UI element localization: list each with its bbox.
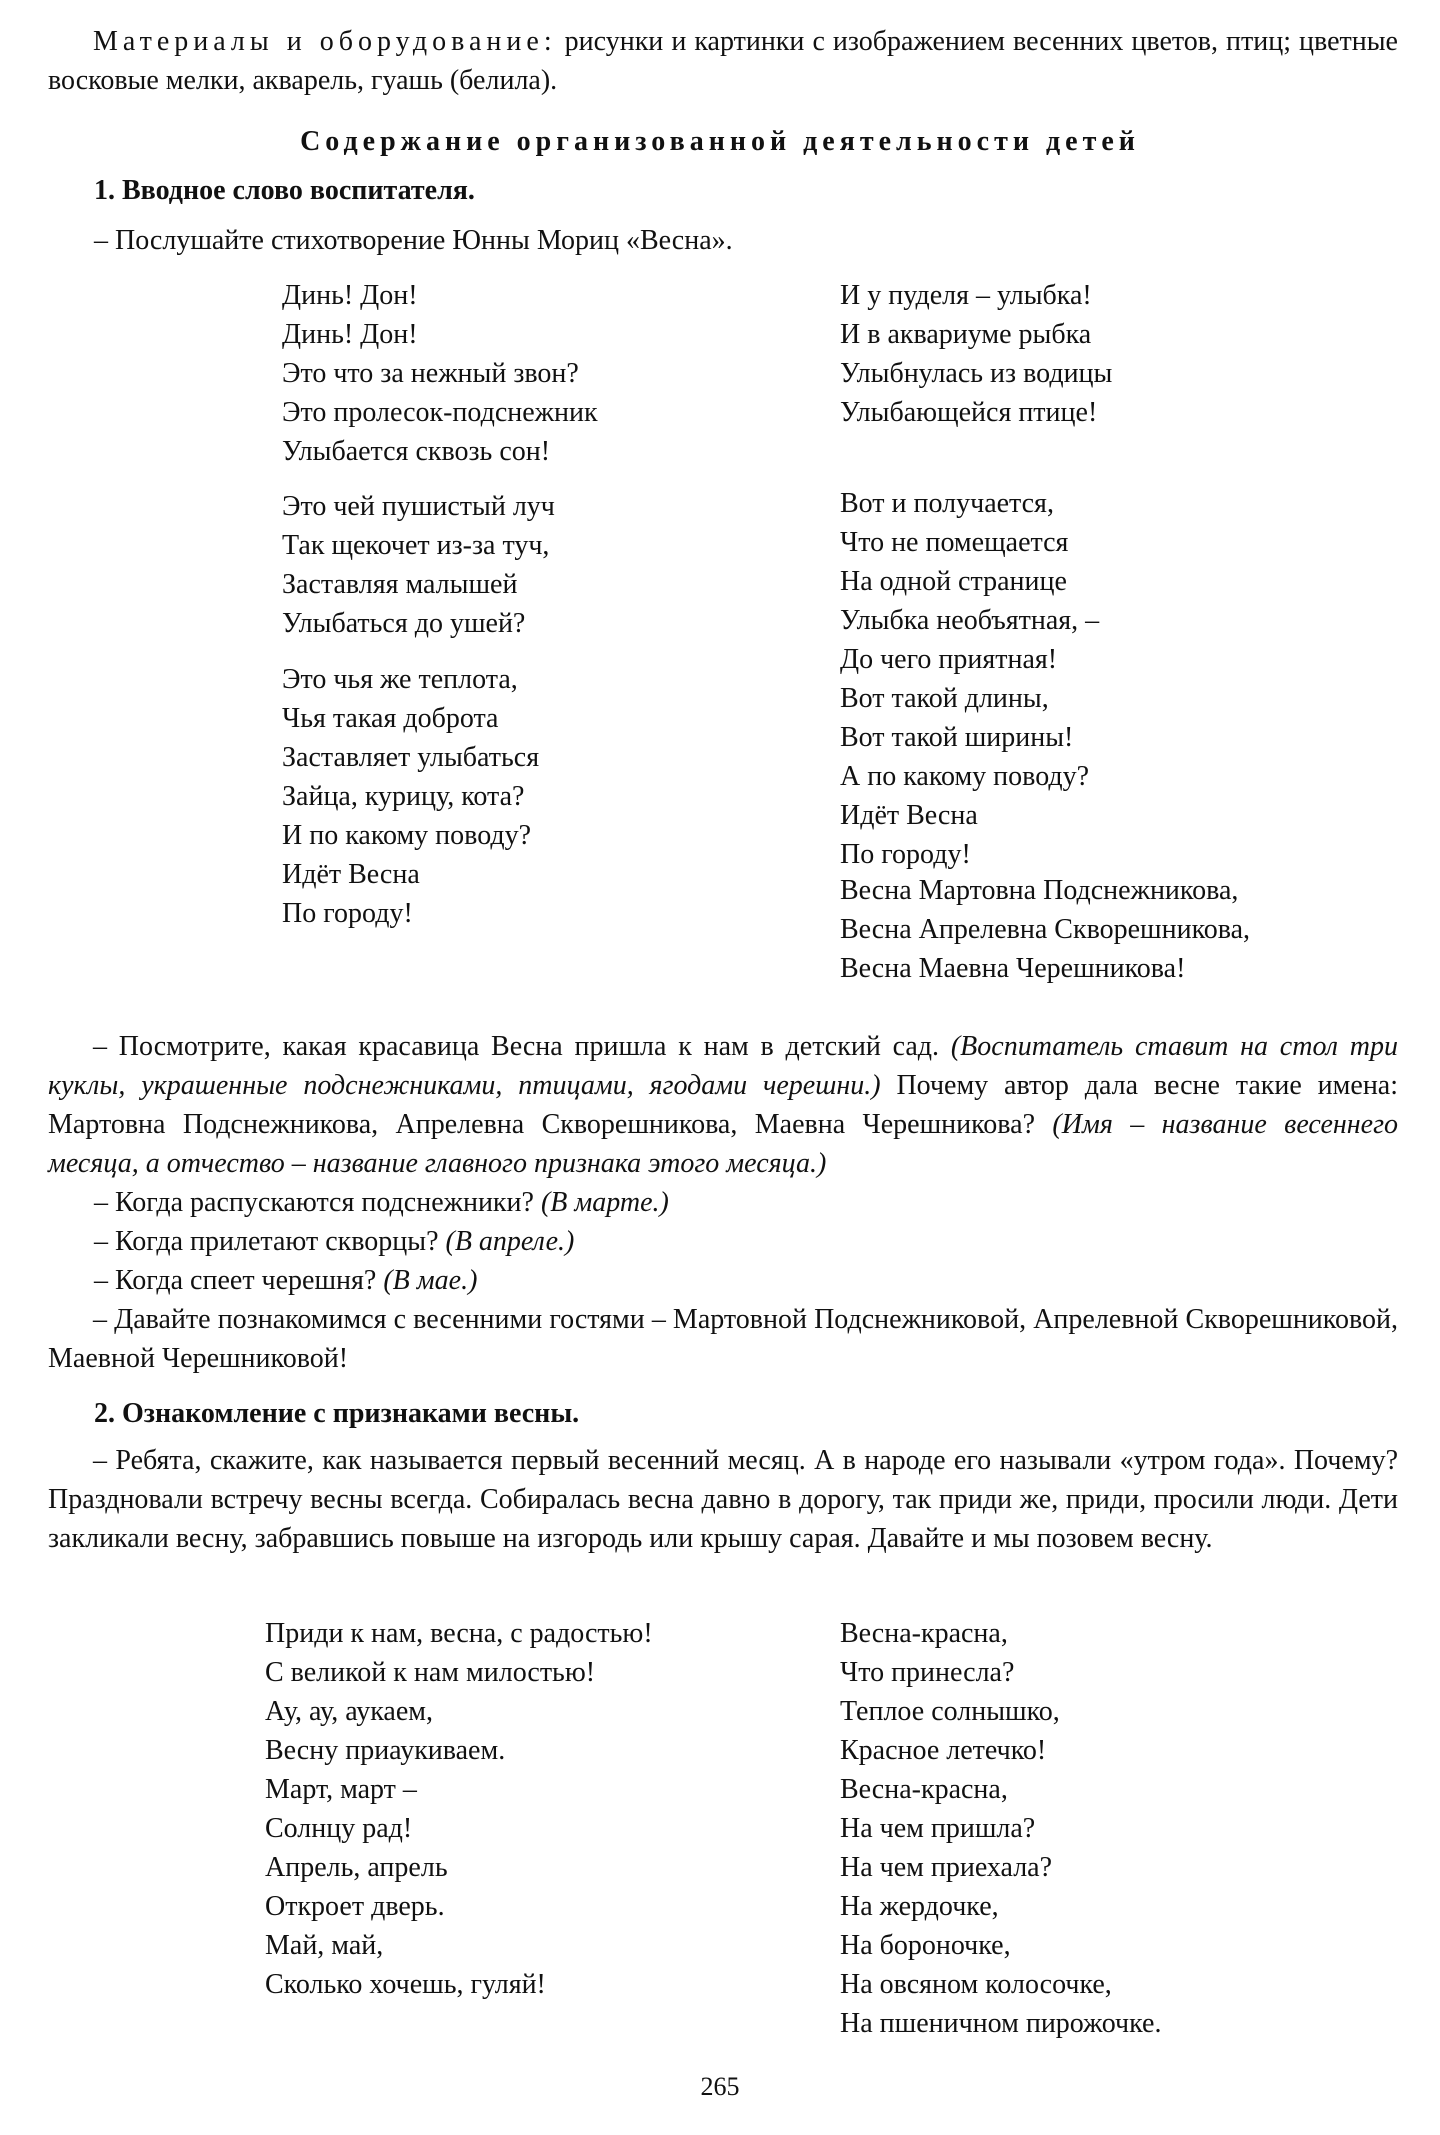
stage-direction: (Воспитатель ставит на стол три куклы, украшенные подснежниками, птицами, ягодами черешни.)	[48, 1031, 1398, 1101]
verse-line: Улыбающейся птице!	[840, 397, 1098, 428]
verse-line: И у пуделя – улыбка!	[840, 280, 1092, 311]
verse-line: Ау, ау, аукаем,	[265, 1696, 433, 1727]
verse-line: Откроет дверь.	[265, 1891, 445, 1922]
spring-signs-paragraph: – Ребята, скажите, как называется первый весенний месяц. А в народе его называли «утром года». Почему? Праздновали встречу весны всегда. Собиралась весна давно в дорогу, так приди же, приди, просили люди. Дети закликали весну, забравшись повыше на изгородь или крышу сарая. Давайте и мы позовем весну.	[48, 1445, 1398, 1554]
verse-line: По городу!	[282, 898, 413, 929]
verse-line: На одной странице	[840, 566, 1067, 597]
poem1-left-stanza-2	[282, 487, 555, 643]
verse-line: Теплое солнышко,	[840, 1696, 1060, 1727]
guests-paragraph: – Давайте познакомимся с весенними гостями – Мартовной Подснежниковой, Апрелевной Скворешниковой, Маевной Черешниковой!	[48, 1304, 1398, 1374]
verse-line: Апрель, апрель	[265, 1852, 448, 1883]
verse-line: И в аквариуме рыбка	[840, 319, 1092, 350]
verse-line: Красное летечко!	[840, 1735, 1047, 1766]
verse-line: Вот такой ширины!	[840, 722, 1074, 753]
section1-title: 1. Вводное слово воспитателя.	[94, 175, 475, 206]
materials-label: Материалы и оборудование:	[93, 26, 557, 57]
verse-line: Улыбаться до ушей?	[282, 608, 526, 639]
verse-line: Март, март –	[265, 1774, 417, 1805]
verse-line: Весна Маевна Черешникова!	[840, 953, 1186, 984]
section-heading: Содержание организованной деятельности детей	[300, 126, 1140, 157]
verse-line: Улыбка необъятная, –	[840, 605, 1100, 636]
verse-line: Май, май,	[265, 1930, 384, 1961]
verse-line: На овсяном колосочке,	[840, 1969, 1112, 2000]
verse-line: Вот и получается,	[840, 488, 1054, 519]
question-text: – Когда распускаются подснежники?	[94, 1187, 541, 1218]
verse-line: На жердочке,	[840, 1891, 999, 1922]
verse-line: Весна-красна,	[840, 1774, 1008, 1805]
verse-line: Улыбнулась из водицы	[840, 358, 1113, 389]
verse-line: Это пролесок-подснежник	[282, 397, 598, 428]
verse-line: На бороночке,	[840, 1930, 1011, 1961]
verse-line: Зайца, курицу, кота?	[282, 781, 525, 812]
verse-line: По городу!	[840, 839, 971, 870]
question-text: – Когда спеет черешня?	[94, 1265, 384, 1296]
section1-intro: – Послушайте стихотворение Юнны Мориц «Весна».	[94, 225, 733, 256]
verse-line: Приди к нам, весна, с радостью!	[265, 1618, 653, 1649]
question-april	[94, 1222, 574, 1261]
verse-line: Это чей пушистый луч	[282, 491, 555, 522]
poem1-right-stanza-1	[840, 276, 1112, 432]
verse-line: Весну приаукиваем.	[265, 1735, 506, 1766]
page-number: 265	[700, 2072, 740, 2101]
question-march	[94, 1183, 669, 1222]
verse-line: Солнцу рад!	[265, 1813, 413, 1844]
verse-line: На чем приехала?	[840, 1852, 1053, 1883]
verse-line: Чья такая доброта	[282, 703, 499, 734]
answer-text: (В марте.)	[540, 1187, 669, 1218]
verse-line: До чего приятная!	[840, 644, 1058, 675]
verse-line: И по какому поводу?	[282, 820, 532, 851]
section2-title: 2. Ознакомление с признаками весны.	[94, 1398, 580, 1429]
verse-line: Это что за нежный звон?	[282, 358, 579, 389]
materials-paragraph	[48, 22, 1398, 100]
question-text: – Когда прилетают скворцы?	[94, 1226, 446, 1257]
verse-line: С великой к нам милостью!	[265, 1657, 596, 1688]
paragraph-text: Почему автор дала весне такие имена: Мартовна Подснежникова, Апрелевна Скворешникова, Маевна Черешникова?	[48, 1070, 1399, 1140]
verse-line: Улыбается сквозь сон!	[282, 436, 551, 467]
verse-line: Весна Апрелевна Скворешникова,	[840, 914, 1251, 945]
poem1-left-stanza-1	[282, 276, 598, 471]
verse-line: Так щекочет из-за туч,	[282, 530, 550, 561]
poem1-right-stanza-2	[840, 484, 1099, 874]
answer-text: (В апреле.)	[445, 1226, 575, 1257]
dolls-paragraph	[48, 1027, 1398, 1183]
answer-text: (В мае.)	[383, 1265, 478, 1296]
verse-line: Идёт Весна	[840, 800, 978, 831]
verse-line: Сколько хочешь, гуляй!	[265, 1969, 546, 2000]
paragraph-text: – Посмотрите, какая красавица Весна пришла к нам в детский сад.	[93, 1031, 951, 1062]
materials-text: рисунки и картинки с изображением весенних цветов, птиц; цветные восковые мелки, акварель, гуашь (белила).	[48, 26, 1398, 96]
verse-line: Динь! Дон!	[282, 319, 418, 350]
verse-line: А по какому поводу?	[840, 761, 1090, 792]
verse-line: На пшеничном пирожочке.	[840, 2008, 1162, 2039]
poem1-left-stanza-3	[282, 660, 539, 933]
verse-line: Динь! Дон!	[282, 280, 418, 311]
verse-line: Весна-красна,	[840, 1618, 1008, 1649]
verse-line: Вот такой длины,	[840, 683, 1049, 714]
question-may	[94, 1261, 477, 1300]
verse-line: Весна Мартовна Подснежникова,	[840, 875, 1239, 906]
poem2-left	[265, 1614, 653, 2004]
expected-answer: (Имя – название весеннего месяца, а отчество – название главного признака этого месяца.)	[48, 1109, 1398, 1179]
poem2-right	[840, 1614, 1161, 2043]
verse-line: Заставляет улыбаться	[282, 742, 540, 773]
verse-line: Заставляя малышей	[282, 569, 518, 600]
verse-line: Идёт Весна	[282, 859, 420, 890]
verse-line: Что принесла?	[840, 1657, 1015, 1688]
verse-line: Это чья же теплота,	[282, 664, 518, 695]
verse-line: На чем пришла?	[840, 1813, 1036, 1844]
verse-line: Что не помещается	[840, 527, 1069, 558]
poem1-right-stanza-3	[840, 871, 1250, 988]
